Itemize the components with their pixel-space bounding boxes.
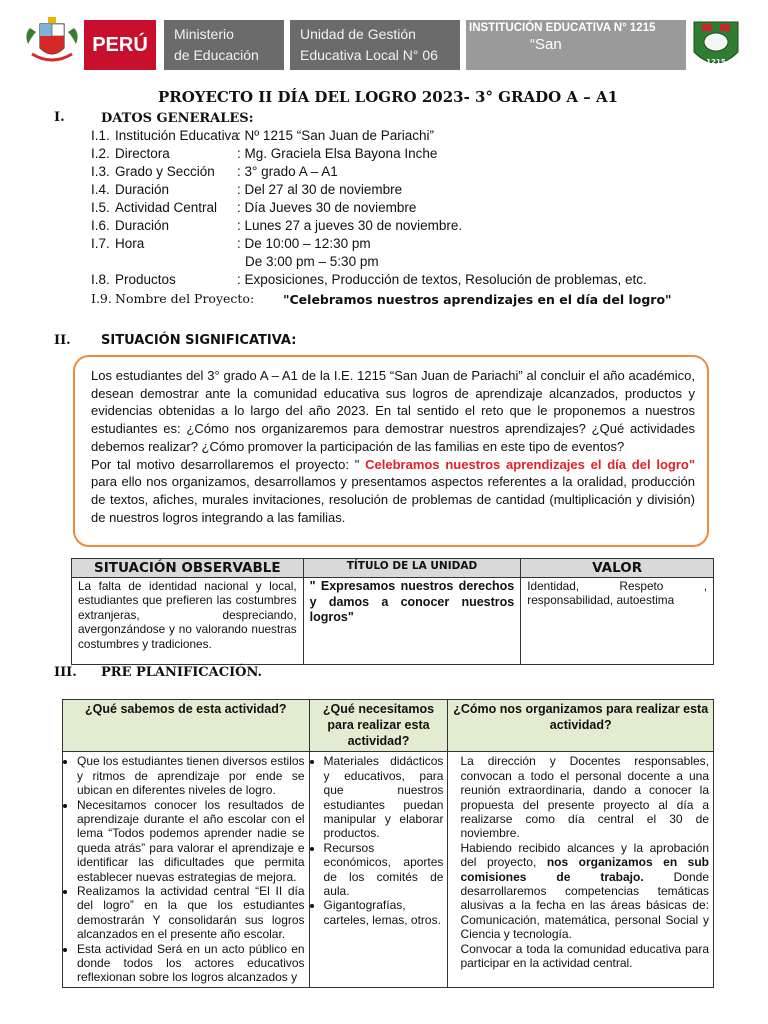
row-label: Duración bbox=[115, 182, 170, 197]
situacion-cell: La falta de identidad nacional y local, estudiantes que prefieren las costumbres extranjeras, despreciando, avergonzándose y no valorando nuestras costumbres y tradiciones. bbox=[72, 578, 304, 665]
page-title: PROYECTO II DÍA DEL LOGRO 2023- 3° GRADO A – A1 bbox=[157, 88, 619, 106]
general-data-row bbox=[91, 218, 711, 236]
ministry-line2: de Educación bbox=[174, 47, 259, 63]
general-data-row bbox=[91, 182, 711, 200]
coat-of-arms-icon bbox=[22, 14, 82, 72]
row-value: : De 10:00 – 12:30 pm bbox=[237, 236, 371, 251]
unit-table-row bbox=[72, 578, 714, 665]
row-value: : Nº 1215 “San Juan de Pariachi” bbox=[237, 128, 435, 143]
pre-planning-header-row bbox=[63, 700, 714, 752]
row-value: De 3:00 pm – 5:30 pm bbox=[245, 254, 379, 269]
pre-planning-row bbox=[63, 752, 714, 988]
peru-label: PERÚ bbox=[92, 33, 148, 56]
como-organizamos-cell bbox=[448, 752, 714, 988]
list-item: • Que los estudiantes tienen diversos estilos y ritmos de aprendizaje por ende se ubican en diferentes niveles de logro. bbox=[77, 754, 305, 797]
section2-title: SITUACIÓN SIGNIFICATIVA: bbox=[101, 333, 297, 348]
item2-pre: Habiendo recibido alcances y la aprobación del proyecto, bbox=[460, 840, 709, 870]
unidad-cell: " Expresamos nuestros derechos y damos a conocer nuestros logros" bbox=[303, 578, 521, 665]
list-item: • Gigantografías, carteles, lemas, otros. bbox=[324, 898, 444, 927]
que-necesitamos-list bbox=[314, 754, 444, 927]
row-number: I.5. bbox=[91, 200, 110, 215]
header-titulo: TÍTULO DE LA UNIDAD bbox=[303, 559, 521, 578]
list-item: • Materiales didácticos y educativos, para que nuestros estudiantes puedan manipular y elaborar productos. bbox=[324, 754, 444, 840]
section1-title: DATOS GENERALES: bbox=[101, 111, 254, 126]
row-number: I.3. bbox=[91, 164, 110, 179]
ugel-line2: Educativa Local N° 06 bbox=[300, 47, 438, 63]
ministry-line1: Ministerio bbox=[174, 26, 234, 42]
header-que-sabemos: ¿Qué sabemos de esta actividad? bbox=[63, 700, 310, 752]
project-name-row bbox=[91, 291, 711, 309]
header-que-necesitamos: ¿Qué necesitamos para realizar esta actividad? bbox=[309, 700, 448, 752]
section3-number: III. bbox=[54, 665, 77, 680]
situation-paragraph-1: Los estudiantes del 3° grado A – A1 de la I.E. 1215 “San Juan de Pariachi” al concluir el año académico, desean demostrar ante la comunidad educativa sus logros de aprendizaje alcanzados, productos y evidencias obtenidas a lo largo del año 2023. En tal sentido el reto que le proponemos a nuestros estudiantes es: ¿Cómo nos organizaremos para demostrar nuestros aprendizajes? ¿Qué actividades debemos realizar? ¿Cómo promover la participación de las familias en este tipo de eventos? bbox=[91, 368, 695, 454]
general-data-row bbox=[91, 146, 711, 164]
general-data-row bbox=[91, 200, 711, 218]
ministry-box bbox=[164, 20, 284, 70]
row-number: I.6. bbox=[91, 218, 110, 233]
row-value: : Día Jueves 30 de noviembre bbox=[237, 200, 417, 215]
row-value: : Lunes 27 a jueves 30 de noviembre. bbox=[237, 218, 463, 233]
header-situacion: SITUACIÓN OBSERVABLE bbox=[72, 559, 304, 578]
row-value: : Exposiciones, Producción de textos, Resolución de problemas, etc. bbox=[237, 272, 647, 287]
general-data-row bbox=[91, 236, 711, 254]
row-value: : 3° grado A – A1 bbox=[237, 164, 338, 179]
list-item: • Recursos económicos, aportes de los comités de aula. bbox=[324, 841, 444, 899]
general-data-list bbox=[91, 128, 711, 313]
row-label: Directora bbox=[115, 146, 170, 161]
list-item: • Necesitamos conocer los resultados de aprendizaje durante el año escolar con el lema “Todos podemos aprender nadie se queda atrás” para valorar el aprendizaje e identificar las dificultades que permita establecer nuevas estrategias de mejora. bbox=[77, 798, 305, 884]
row-number: I.4. bbox=[91, 182, 110, 197]
general-data-row bbox=[91, 272, 711, 290]
list-item: La dirección y Docentes responsables, convocan a todo el personal docente a una reunión extraordinaria, dando a conocer la propuesta del presente proyecto al día a realizarse como día central el 30 de noviembre. bbox=[460, 754, 709, 841]
school-insignia-icon bbox=[690, 18, 742, 74]
institution-box bbox=[466, 20, 686, 70]
row-label: Hora bbox=[115, 236, 145, 251]
para2-project-name: Celebramos nuestros aprendizajes el día del logro" bbox=[365, 456, 695, 472]
ugel-box bbox=[290, 20, 460, 70]
para2-post: para ello nos organizamos, desarrollamos y presentamos aspectos referentes a la oralidad, producción de textos, afiches, murales invitaciones, resolución de problemas de cantidad (multiplicación y división) de nuestros logros integrando a las familias. bbox=[91, 474, 695, 525]
row-number: I.8. bbox=[91, 272, 110, 287]
unit-table bbox=[71, 558, 714, 665]
header-valor: VALOR bbox=[521, 559, 714, 578]
general-data-row bbox=[91, 164, 711, 182]
institution-line1: INSTITUCIÓN EDUCATIVA N° 1215 bbox=[469, 22, 656, 34]
que-necesitamos-cell bbox=[309, 752, 448, 988]
row-label: Actividad Central bbox=[115, 200, 218, 215]
situation-paragraph-2 bbox=[91, 456, 695, 527]
row-value: : Mg. Graciela Elsa Bayona Inche bbox=[237, 146, 438, 161]
item2-bold: nos organizamos en sub comisiones de trabajo. bbox=[460, 855, 709, 884]
row-number: I.9. bbox=[91, 291, 112, 306]
row-label: Productos bbox=[115, 272, 176, 287]
pre-planning-table bbox=[62, 699, 714, 988]
section2-number: II. bbox=[54, 333, 71, 348]
project-name-value: "Celebramos nuestros aprendizajes en el día del logro" bbox=[283, 292, 672, 307]
list-item: Convocar a toda la comunidad educativa para participar en la actividad central. bbox=[460, 941, 709, 971]
row-label: Nombre del Proyecto: bbox=[115, 291, 255, 306]
que-sabemos-list bbox=[67, 754, 305, 985]
institution-line2: “San bbox=[530, 36, 562, 53]
para2-pre: Por tal motivo desarrollaremos el proyecto: " bbox=[91, 456, 366, 472]
insignia-number: 1215 bbox=[706, 58, 726, 66]
ugel-line1: Unidad de Gestión bbox=[300, 26, 416, 42]
unit-table-header-row bbox=[72, 559, 714, 578]
item2-post: Donde desarrollaremos competencias temáticas alusivas a la fecha en las áreas básicas de: Comunicación, matemática, personal Social y Ciencia y tecnología. bbox=[460, 869, 709, 942]
situation-box bbox=[73, 355, 709, 547]
row-label: Institución Educativa bbox=[115, 128, 239, 143]
section3-title: PRE PLANIFICACIÓN. bbox=[101, 665, 263, 680]
general-data-row bbox=[91, 128, 711, 146]
row-label: Duración bbox=[115, 218, 170, 233]
peru-brand-box bbox=[84, 20, 156, 70]
row-value: : Del 27 al 30 de noviembre bbox=[237, 182, 403, 197]
list-item: • Esta actividad Será en un acto público en donde todos los actores educativos reflexionan sobre los logros alcanzados y bbox=[77, 942, 305, 985]
list-item: • Realizamos la actividad central “El II día del logro” en la que los estudiantes demostrarán Y consolidarán sus logros alcanzados en el presente año escolar. bbox=[77, 884, 305, 942]
row-label: Grado y Sección bbox=[115, 164, 215, 179]
section1-number: I. bbox=[54, 110, 65, 125]
como-organizamos-list bbox=[452, 754, 709, 970]
header-como-organizamos: ¿Cómo nos organizamos para realizar esta actividad? bbox=[448, 700, 714, 752]
general-data-row bbox=[91, 254, 711, 272]
list-item bbox=[460, 841, 709, 942]
row-number: I.7. bbox=[91, 236, 110, 251]
que-sabemos-cell bbox=[63, 752, 310, 988]
row-number: I.2. bbox=[91, 146, 110, 161]
valor-cell: Identidad, Respeto , responsabilidad, autoestima bbox=[521, 578, 714, 665]
row-number: I.1. bbox=[91, 128, 110, 143]
